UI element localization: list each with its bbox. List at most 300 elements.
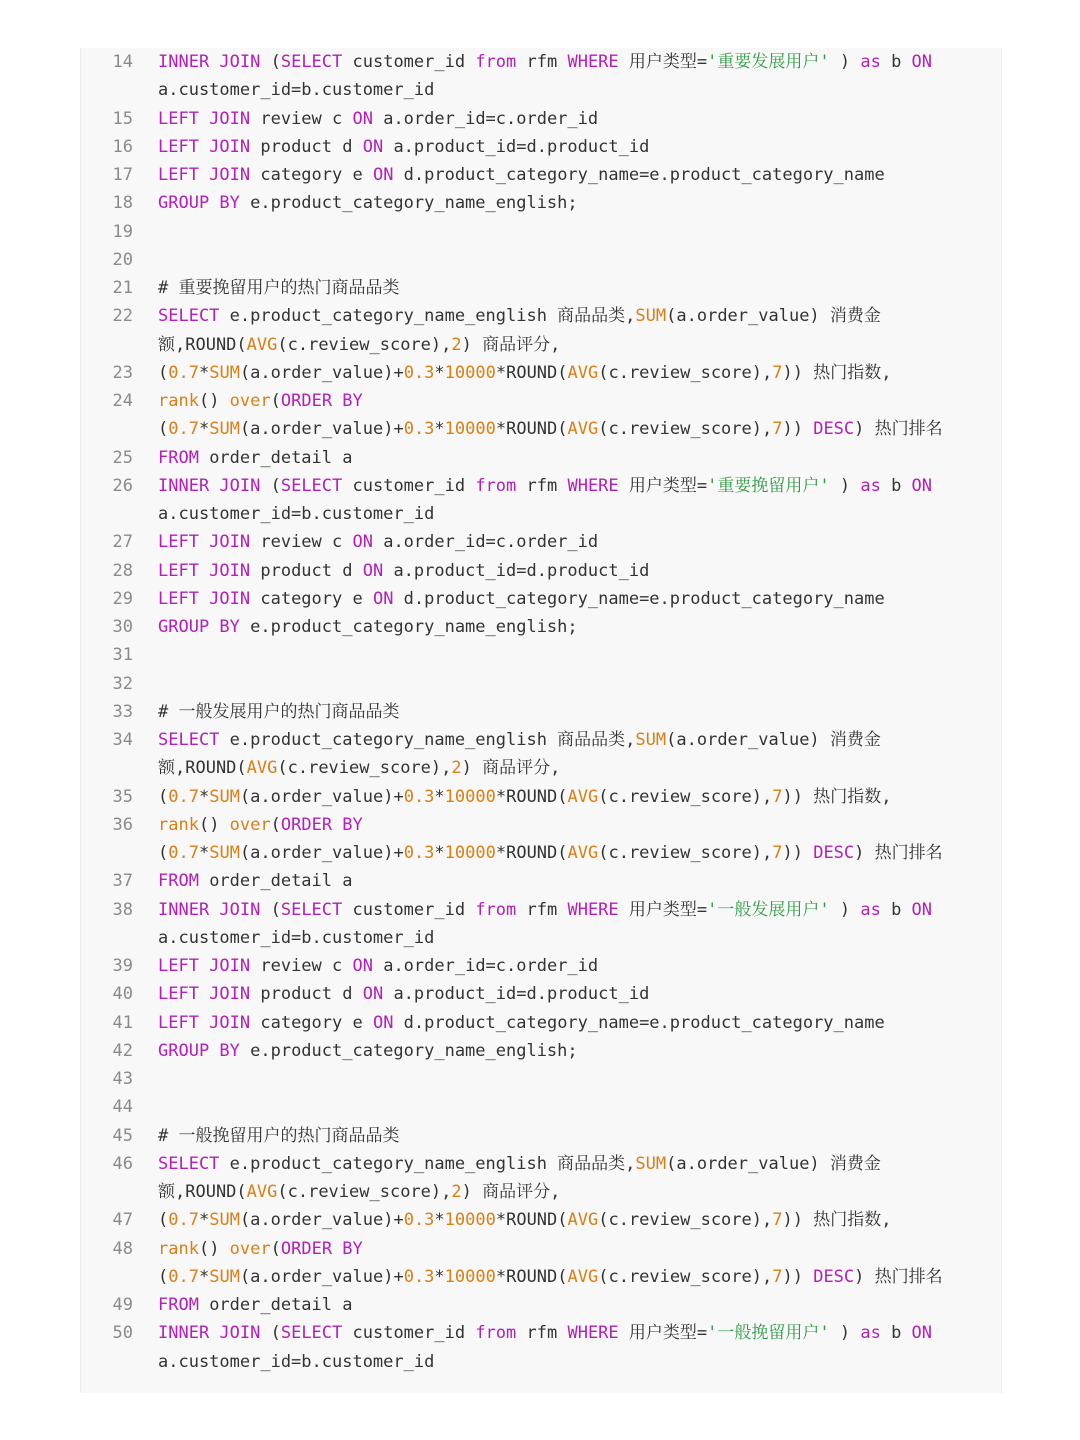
code-token: LEFT JOIN [158,984,251,1005]
line-number: 43 [112,1069,133,1089]
code-token: DESC [813,419,855,440]
code-token: *ROUND( [495,843,568,863]
code-token: 用户类型= [618,1323,708,1344]
code-token: SUM [209,1266,240,1287]
code-token: SUM [635,730,667,750]
line-number: 26 [112,475,133,496]
code-line [81,698,1001,726]
code-line [81,105,1001,133]
code-line [81,1065,1001,1093]
code-token: ON [352,108,373,129]
code-text [158,641,1001,669]
code-token: '重要发展用户' [707,52,830,72]
code-token: 7 [772,786,783,807]
line-number: 20 [112,249,133,270]
code-token: d.product_category_name=e.product_category_name [393,1012,885,1033]
code-token: a.order_id=c.order_id [372,532,599,553]
line-number: 48 [112,1238,133,1259]
code-token: (a.order_value)+ [239,843,404,863]
code-token: (c.review_score), [598,786,773,807]
code-token: ( [260,52,281,72]
line-number: 39 [112,956,133,976]
line-number: 47 [112,1210,133,1231]
code-text [158,48,1001,105]
code-token: a.customer_id=b.customer_id [158,475,943,524]
code-token: ( [260,1323,281,1344]
code-token: product d [250,984,363,1005]
code-token: ( [270,391,281,411]
code-line [81,1206,1001,1234]
code-token: e.product_category_name_english; [239,617,578,637]
code-token: 0.7 [168,362,199,383]
code-token: (a.order_value) 消费金额,ROUND( [158,306,881,355]
code-token: ) 商品评分, [461,1182,561,1202]
code-token: * [198,1210,210,1231]
code-line [81,867,1001,895]
code-token: as [860,475,881,496]
code-token: LEFT JOIN [158,136,251,157]
code-token: a.product_id=d.product_id [383,984,650,1005]
code-token: )) 热门指数, [782,786,892,807]
code-token: SUM [209,362,240,383]
code-token: 0.7 [168,419,199,440]
code-token: )) 热门指数, [782,362,892,383]
line-number: 16 [112,136,133,157]
code-text [158,359,1001,387]
line-number: 19 [112,221,133,242]
code-text [158,1150,1001,1207]
code-token: as [860,899,881,920]
code-token: ON [372,1012,394,1033]
code-token: (c.review_score), [598,1210,773,1231]
code-token: (a.order_value)+ [239,419,404,440]
code-token: SELECT [158,306,220,327]
code-token: ON [372,165,394,185]
code-token: 用户类型= [618,899,708,920]
code-text [158,387,1001,444]
line-number: 46 [112,1153,133,1174]
code-token: (a.order_value) 消费金额,ROUND( [158,1153,881,1202]
line-number: 50 [112,1323,133,1344]
code-token: ) 热门排名 [854,843,943,863]
code-token: '一般挽留用户' [707,1323,830,1344]
code-text [158,105,1001,133]
code-token: ) [829,899,861,920]
code-token: a.customer_id=b.customer_id [158,899,943,948]
code-text [158,1235,1001,1292]
code-token: b [880,475,912,496]
code-token: () [198,1238,230,1259]
code-token: product d [250,560,363,581]
line-number: 41 [112,1012,133,1033]
code-token: order_detail a [198,871,353,892]
line-number: 49 [112,1295,133,1315]
code-text [158,557,1001,585]
code-token: SELECT [280,899,343,920]
code-token: FROM [158,871,199,892]
code-token: * [198,419,210,440]
code-token: 7 [772,843,783,863]
code-token: 0.3 [403,843,435,863]
code-text [158,1065,1001,1093]
line-number: 28 [112,560,133,581]
code-token: ( [260,475,281,496]
code-text [158,726,1001,783]
code-token: 0.7 [168,786,199,807]
code-token: (c.review_score), [598,1266,773,1287]
code-line [81,613,1001,641]
line-number: 21 [112,278,133,298]
code-token: from [475,52,517,72]
code-text [158,1122,1001,1150]
code-line [81,1122,1001,1150]
code-token: category e [250,588,373,609]
code-line [81,1037,1001,1065]
code-token: SELECT [158,1153,220,1174]
code-token: 0.3 [403,362,435,383]
code-token: (a.order_value)+ [239,1210,404,1231]
code-token: (c.review_score), [598,843,773,863]
code-token: 2 [451,758,462,779]
code-token: rank [158,391,199,411]
line-number: 45 [112,1125,133,1146]
code-line [81,387,1001,444]
code-token: * [434,786,445,807]
code-token: review c [250,956,353,976]
code-token: ) 热门排名 [854,419,943,440]
code-token: * [198,786,210,807]
code-token: SUM [209,419,240,440]
code-token: as [860,1323,881,1344]
code-token: b [880,899,912,920]
code-token: e.product_category_name_english; [239,193,578,214]
code-token: SUM [209,786,240,807]
line-number: 32 [112,673,133,694]
code-token: ON [911,475,933,496]
code-token: ON [911,1323,933,1344]
code-token: ON [911,52,933,72]
code-token: )) [782,1266,814,1287]
code-token: over [229,391,271,411]
code-token: (a.order_value)+ [239,786,404,807]
code-token: * [198,362,210,383]
code-token: customer_id [342,899,476,920]
code-text [158,896,1001,953]
code-text [158,274,1001,302]
code-token: 用户类型= [618,52,708,72]
code-token: )) 热门指数, [782,1210,892,1231]
code-token: SELECT [280,52,343,72]
code-token: 7 [772,362,783,383]
code-token: (c.review_score), [277,334,452,355]
code-line [81,1291,1001,1319]
code-text [158,302,1001,359]
code-token: over [229,1238,271,1259]
code-token: INNER JOIN [158,52,261,72]
code-token: SUM [209,1210,240,1231]
code-token: rfm [516,899,568,920]
code-token: 2 [451,334,462,355]
code-token: AVG [246,1182,278,1202]
code-token: SELECT [158,730,220,750]
code-token: ( [158,1266,169,1287]
code-line [81,1009,1001,1037]
code-token: ON [352,532,373,553]
code-text [158,246,1001,274]
code-text [158,133,1001,161]
code-token: * [434,362,445,383]
line-number: 15 [112,108,133,129]
code-token: GROUP BY [158,1040,240,1061]
code-token: '一般发展用户' [707,899,830,920]
code-token: 10000 [444,419,496,440]
code-token: 7 [772,1266,783,1287]
code-token: e.product_category_name_english 商品品类, [219,730,636,750]
code-line [81,641,1001,669]
code-token: () [198,391,230,411]
code-text [158,1206,1001,1234]
code-token: * [434,1266,445,1287]
code-line [81,444,1001,472]
code-text [158,867,1001,895]
line-number: 14 [112,52,133,72]
code-token: 7 [772,1210,783,1231]
code-token: b [880,52,912,72]
code-token: 0.3 [403,786,435,807]
code-token: AVG [567,362,599,383]
line-number: 33 [112,701,133,722]
code-text [158,218,1001,246]
code-text [158,613,1001,641]
code-token: review c [250,532,353,553]
code-token: (c.review_score), [277,1182,452,1202]
code-token: customer_id [342,475,476,496]
line-number: 25 [112,447,133,468]
code-token: SUM [635,306,667,327]
code-text [158,783,1001,811]
code-token: SUM [635,1153,667,1174]
code-token: ) 商品评分, [461,758,561,779]
code-token: WHERE [567,475,619,496]
code-token: SUM [209,843,240,863]
code-token: category e [250,1012,373,1033]
code-token: WHERE [567,899,619,920]
code-token: 用户类型= [618,475,708,496]
line-number: 29 [112,588,133,609]
line-number: 30 [112,617,133,637]
code-token: ON [911,899,933,920]
code-token: ) 热门排名 [854,1266,943,1287]
code-text [158,585,1001,613]
line-number: 40 [112,984,133,1005]
code-token: AVG [246,334,278,355]
code-token: ( [158,843,169,863]
code-token: # 重要挽留用户的热门商品品类 [158,278,400,298]
code-token: FROM [158,447,199,468]
code-text [158,189,1001,217]
code-token: LEFT JOIN [158,560,251,581]
code-text [158,811,1001,868]
code-token: AVG [567,1266,599,1287]
code-line [81,246,1001,274]
code-token: 2 [451,1182,462,1202]
code-token: * [434,419,445,440]
code-token: AVG [567,1210,599,1231]
code-line [81,189,1001,217]
code-line [81,359,1001,387]
code-text [158,1319,1001,1376]
code-token: SELECT [280,1323,343,1344]
code-token: ( [158,786,169,807]
code-token: 0.3 [403,419,435,440]
line-number: 44 [112,1097,133,1118]
line-number: 34 [112,730,133,750]
code-token: '重要挽留用户' [707,475,830,496]
code-token: LEFT JOIN [158,108,251,129]
code-token: * [434,843,445,863]
code-token: * [434,1210,445,1231]
code-token: ( [270,1238,281,1259]
code-line [81,952,1001,980]
code-token: LEFT JOIN [158,165,251,185]
code-token: review c [250,108,353,129]
code-token: DESC [813,1266,855,1287]
code-line [81,783,1001,811]
code-token: ( [260,899,281,920]
code-token: DESC [813,843,855,863]
code-line [81,980,1001,1008]
code-token: a.order_id=c.order_id [372,956,599,976]
code-lines [81,48,1001,1376]
code-token: LEFT JOIN [158,1012,251,1033]
code-token: INNER JOIN [158,475,261,496]
line-number: 35 [112,786,133,807]
code-line [81,1093,1001,1121]
code-token: rfm [516,52,568,72]
code-text [158,1009,1001,1037]
code-token: GROUP BY [158,193,240,214]
line-number: 42 [112,1040,133,1061]
line-number: 31 [112,645,133,666]
code-token: ( [270,814,281,835]
code-token: ) 商品评分, [461,334,561,355]
code-token: from [475,475,517,496]
code-token: * [198,843,210,863]
code-line [81,274,1001,302]
line-number: 22 [112,306,133,327]
code-line [81,726,1001,783]
code-token: )) [782,419,814,440]
code-text [158,1037,1001,1065]
code-token: AVG [567,419,599,440]
code-token: (c.review_score), [598,362,773,383]
code-token: 7 [772,419,783,440]
code-token: 10000 [444,843,496,863]
code-token: WHERE [567,1323,619,1344]
code-token: AVG [246,758,278,779]
line-number: 23 [112,362,133,383]
code-line [81,161,1001,189]
line-number: 38 [112,899,133,920]
code-token: ON [362,560,384,581]
code-text [158,1093,1001,1121]
code-token: LEFT JOIN [158,956,251,976]
code-token: ) [829,1323,861,1344]
code-line [81,896,1001,953]
code-token: 10000 [444,786,496,807]
code-token: e.product_category_name_english 商品品类, [219,1153,636,1174]
code-token: (c.review_score), [598,419,773,440]
code-line [81,218,1001,246]
code-text [158,952,1001,980]
code-token: customer_id [342,52,476,72]
code-token: from [475,1323,517,1344]
code-token: rank [158,1238,199,1259]
code-token: ORDER BY [280,814,363,835]
code-token: ON [352,956,373,976]
code-token: (a.order_value) 消费金额,ROUND( [158,730,881,779]
code-token: as [860,52,881,72]
code-token: order_detail a [198,447,353,468]
code-token: 0.7 [168,1266,199,1287]
line-number: 27 [112,532,133,553]
code-text [158,980,1001,1008]
line-number: 18 [112,193,133,214]
code-token: rank [158,814,199,835]
code-line [81,670,1001,698]
code-token: LEFT JOIN [158,588,251,609]
code-line [81,133,1001,161]
code-editor-panel [80,48,1002,1393]
code-token: INNER JOIN [158,899,261,920]
code-token: a.product_id=d.product_id [383,136,650,157]
code-token: ORDER BY [280,1238,363,1259]
code-token: AVG [567,786,599,807]
code-token: * [198,1266,210,1287]
code-token: INNER JOIN [158,1323,261,1344]
code-token: e.product_category_name_english; [239,1040,578,1061]
code-text [158,528,1001,556]
code-token: customer_id [342,1323,476,1344]
code-token: *ROUND( [495,786,568,807]
line-number: 17 [112,165,133,185]
code-token: a.customer_id=b.customer_id [158,52,943,101]
code-line [81,811,1001,868]
code-token: 0.7 [168,1210,199,1231]
code-line [81,1150,1001,1207]
code-line [81,528,1001,556]
code-token: SELECT [280,475,343,496]
code-line [81,472,1001,529]
code-token: 0.3 [403,1266,435,1287]
code-line [81,585,1001,613]
code-text [158,1291,1001,1319]
code-text [158,698,1001,726]
code-line [81,557,1001,585]
code-token: product d [250,136,363,157]
code-token: d.product_category_name=e.product_category_name [393,588,885,609]
code-token: 10000 [444,362,496,383]
code-token: (a.order_value)+ [239,1266,404,1287]
line-number: 37 [112,871,133,892]
code-text [158,161,1001,189]
code-line [81,48,1001,105]
code-token: from [475,899,517,920]
code-token: e.product_category_name_english 商品品类, [219,306,636,327]
code-token: # 一般挽留用户的热门商品品类 [158,1125,400,1146]
code-token: ( [158,419,169,440]
code-token: )) [782,843,814,863]
